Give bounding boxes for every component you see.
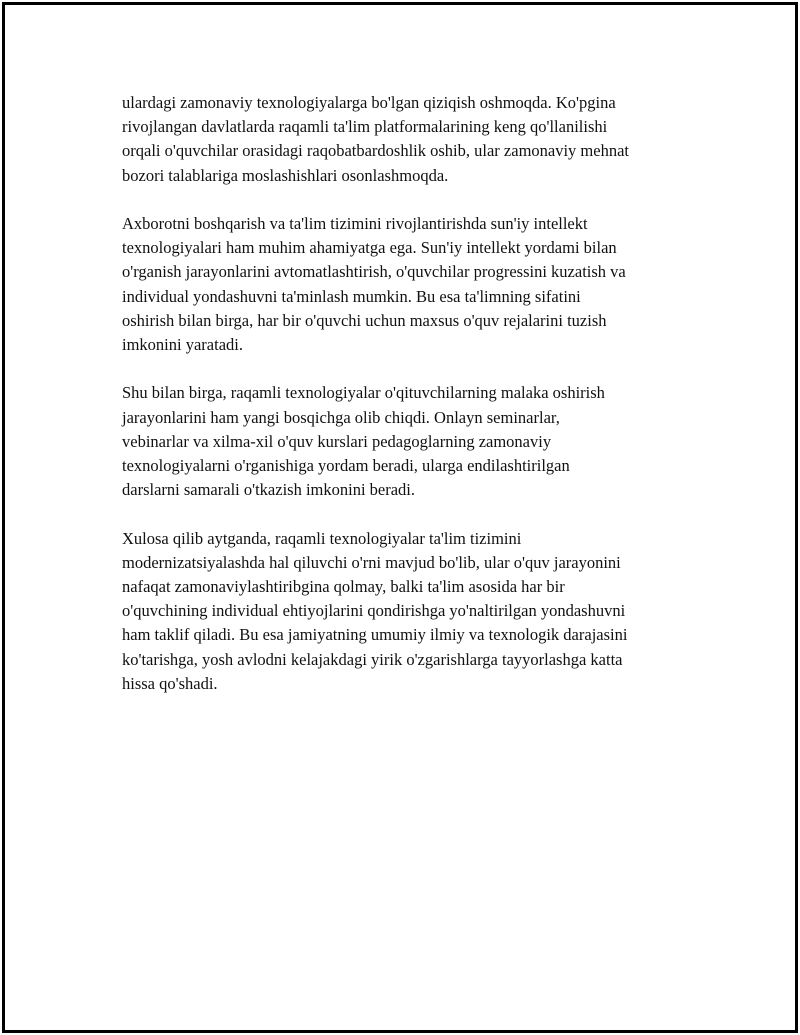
paragraph: Shu bilan birga, raqamli texnologiyalar o'qituvchilarning malaka oshirish jarayonlarini ham yangi bosqichga olib chiqdi. Onlayn seminarlar, vebinarlar va xilma-xil o'quv kurslari pedagoglarning zamonaviy texnologiyalarni o'rganishiga yordam beradi, ularga endilashtirilgan darslarni samarali o'tkazish imkonini beradi. [122,383,605,500]
document-body [122,91,702,720]
document-page [2,2,798,1033]
paragraph: Xulosa qilib aytganda, raqamli texnologiyalar ta'lim tizimini modernizatsiyalashda hal qiluvchi o'rni mavjud bo'lib, ular o'quv jarayonini nafaqat zamonaviylashtiribgina qolmay, balki ta'lim asosida har bir o'quvchining individual ehtiyojlarini qondirishga yo'naltirilgan yondashuvni ham taklif qiladi. Bu esa jamiyatning umumiy ilmiy va texnologik darajasini ko'tarishga, yosh avlodni kelajakdagi yirik o'zgarishlarga tayyorlashga katta hissa qo'shadi. [122,528,628,693]
paragraph: ulardagi zamonaviy texnologiyalarga bo'lgan qiziqish oshmoqda. Ko'pgina rivojlangan davlatlarda raqamli ta'lim platformalarining keng qo'llanilishi orqali o'quvchilar orasidagi raqobatbardoshlik oshib, ular zamonaviy mehnat bozori talablariga moslashishlari osonlashmoqda. [122,93,629,185]
paragraph: Axborotni boshqarish va ta'lim tizimini rivojlantirishda sun'iy intellekt texnologiyalari ham muhim ahamiyatga ega. Sun'iy intellekt yordami bilan o'rganish jarayonlarini avtomatlashtirish, o'quvchilar progressini kuzatish va individual yondashuvni ta'minlash mumkin. Bu esa ta'limning sifatini oshirish bilan birga, har bir o'quvchi uchun maxsus o'quv rejalarini tuzish imkonini yaratadi. [122,214,626,355]
